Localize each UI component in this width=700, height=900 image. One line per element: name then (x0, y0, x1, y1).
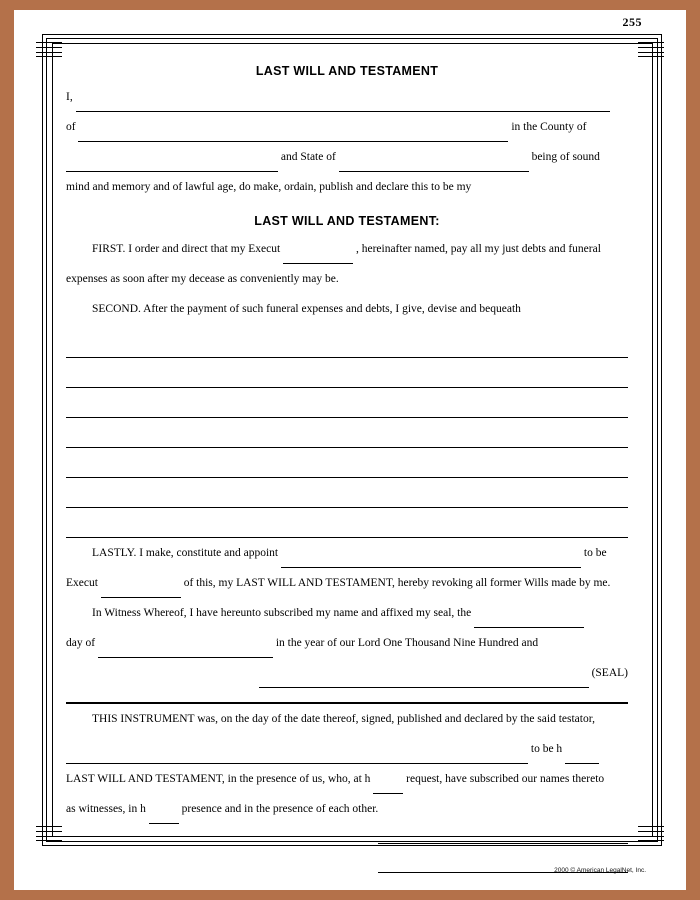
pronoun-rule-3[interactable] (149, 806, 179, 824)
seal-signature-line (66, 658, 628, 688)
corner-hatch-top-left (36, 40, 62, 58)
corner-hatch-top-right (638, 40, 664, 58)
address-label: of (66, 121, 76, 133)
month-rule[interactable] (98, 640, 273, 658)
lastly-clause-line (66, 538, 628, 568)
pronoun-rule-1[interactable] (565, 746, 599, 764)
attestation-clause-c: LAST WILL AND TESTAMENT, in the presence of us, who, at h (66, 773, 371, 785)
testator-signature-rule[interactable] (66, 746, 528, 764)
attestation-clause-d: request, have subscribed our names thereto (406, 773, 605, 785)
page-number: 255 (622, 15, 642, 29)
bequest-ruled-lines (66, 328, 628, 538)
pronoun-rule-2[interactable] (373, 776, 403, 794)
witness-whereof-line (66, 598, 628, 628)
corner-hatch-bottom-right (638, 824, 664, 842)
document-content (66, 58, 628, 884)
first-clause-continuation: expenses as soon after my decease as conveniently may be. (66, 273, 339, 285)
state-fill-rule[interactable] (339, 154, 529, 172)
lastly-clause-text-c: Execut (66, 577, 98, 589)
witness-day-rule[interactable] (474, 610, 584, 628)
bequest-line[interactable] (66, 418, 628, 448)
lastly-clause-text-b: to be (583, 547, 607, 559)
footer-credit: 2000 © American LegalNet, Inc. (554, 867, 646, 874)
bequest-line[interactable] (66, 388, 628, 418)
document-page (14, 10, 686, 890)
name-fill-rule[interactable] (76, 94, 610, 112)
lastly-clause-text-d: of this, my LAST WILL AND TESTAMENT, hereby revoking all former Wills made by me. (183, 577, 611, 589)
name-line (66, 82, 628, 112)
bequest-line[interactable] (66, 328, 628, 358)
witness-signature-rule[interactable] (378, 826, 628, 844)
bequest-line[interactable] (66, 358, 628, 388)
attestation-clause-line-c (66, 764, 628, 794)
second-clause: SECOND. After the payment of such funeral expenses and debts, I give, devise and bequeath (92, 303, 521, 315)
state-line (66, 142, 628, 172)
witness-signature-row (66, 826, 628, 855)
attestation-clause-f: presence and in the presence of each other. (181, 803, 379, 815)
attestation-clause-line-e (66, 794, 628, 824)
attestation-clause-e: as witnesses, in h (66, 803, 146, 815)
witness-clause-text-c: in the year of our Lord One Thousand Nine Hundred and (275, 637, 539, 649)
state-label: and State of (280, 151, 336, 163)
sound-label: being of sound (531, 151, 600, 163)
bequest-line[interactable] (66, 478, 628, 508)
witness-signature-row (66, 855, 628, 884)
page-subtitle: LAST WILL AND TESTAMENT: (254, 214, 440, 228)
witness-clause-text-a: In Witness Whereof, I have hereunto subscribed my name and affixed my seal, the (92, 607, 472, 619)
seal-label: (SEAL) (591, 667, 628, 679)
attestation-clause-b: to be h (530, 743, 563, 755)
mind-and-memory-line: mind and memory and of lawful age, do make, ordain, publish and declare this to be my (66, 181, 472, 193)
first-clause-line (66, 234, 628, 264)
witness-clause-text-b: day of (66, 637, 96, 649)
corner-hatch-bottom-left (36, 824, 62, 842)
attestation-clause-a: THIS INSTRUMENT was, on the day of the date thereof, signed, published and declared by the said testator, (92, 713, 595, 725)
executor-suffix-rule[interactable] (283, 246, 353, 264)
first-clause-text-a: FIRST. I order and direct that my Execut (92, 243, 281, 255)
address-fill-rule[interactable] (78, 124, 508, 142)
address-county-line (66, 112, 628, 142)
lastly-clause-text-a: LASTLY. I make, constitute and appoint (92, 547, 279, 559)
executor-name-rule[interactable] (281, 550, 581, 568)
day-of-line (66, 628, 628, 658)
first-clause-text-b: , hereinafter named, pay all my just debts and funeral (355, 243, 601, 255)
page-title: LAST WILL AND TESTAMENT (255, 64, 439, 78)
executor-of-line (66, 568, 628, 598)
county-label: in the County of (511, 121, 587, 133)
seal-signature-rule[interactable] (259, 670, 589, 688)
witness-signature-block (66, 826, 628, 884)
bequest-line[interactable] (66, 448, 628, 478)
section-divider (66, 692, 628, 704)
executor-suffix-rule-2[interactable] (101, 580, 181, 598)
attestation-signature-line (66, 734, 628, 764)
name-label: I, (66, 91, 73, 103)
bequest-line[interactable] (66, 508, 628, 538)
county-fill-rule[interactable] (66, 154, 278, 172)
